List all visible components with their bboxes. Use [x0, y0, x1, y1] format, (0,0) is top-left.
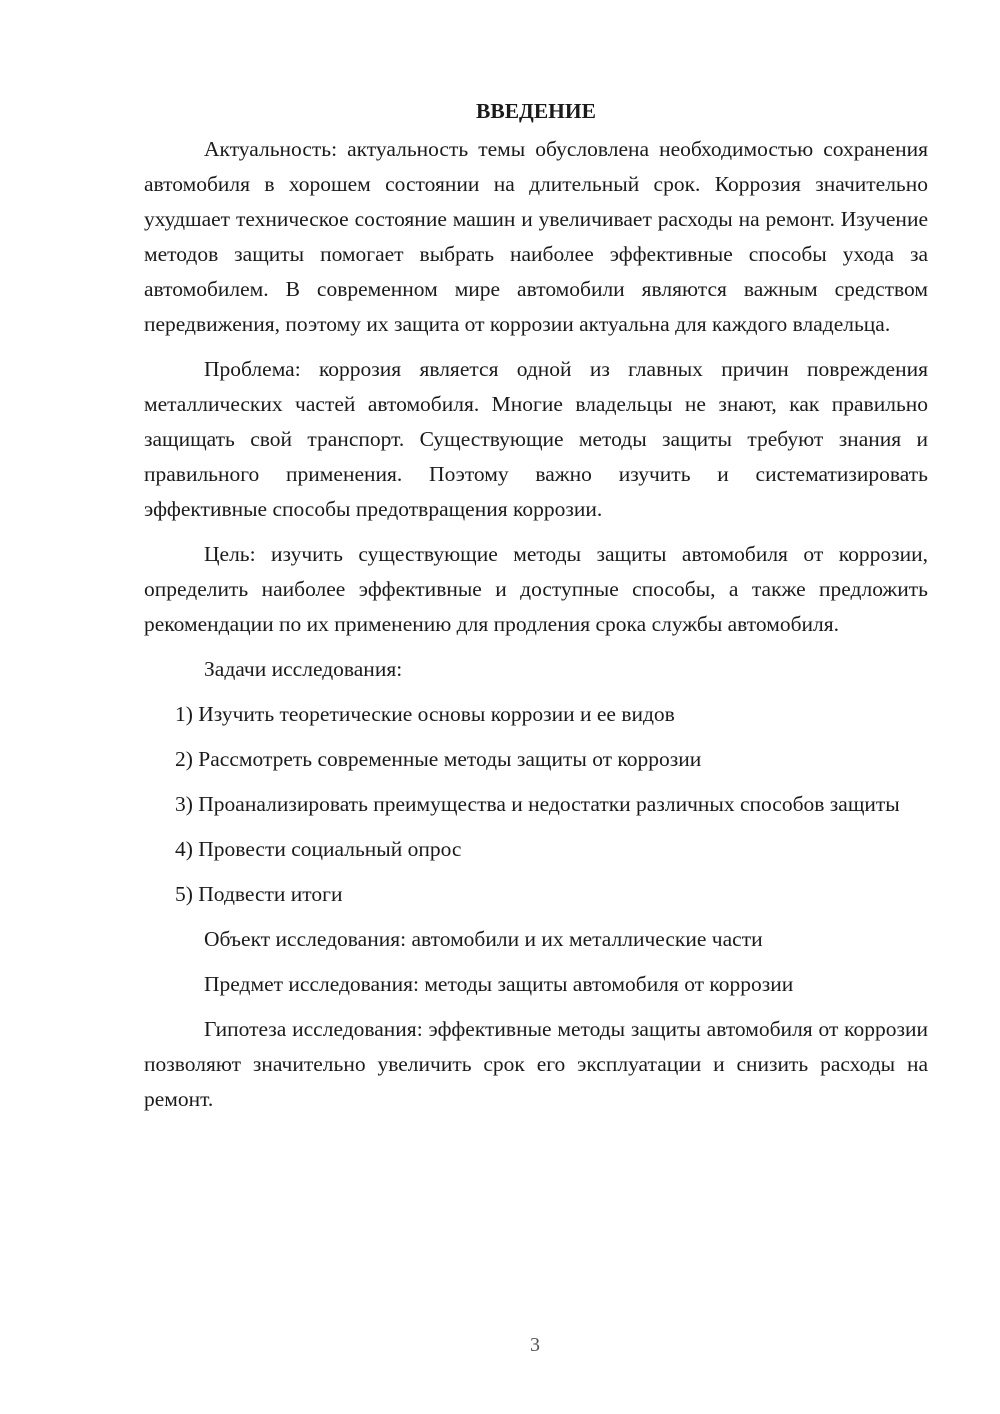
hypothesis-paragraph: Гипотеза исследования: эффективные методы защиты автомобиля от коррозии позволяют значительно увеличить срок его эксплуатации и снизить расходы на ремонт.: [144, 1017, 928, 1111]
relevance-paragraph: Актуальность: актуальность темы обусловлена необходимостью сохранения автомобиля в хорошем состоянии на длительный срок. Коррозия значительно ухудшает техническое состояние машин и увеличивает расходы на ремонт. Изучение методов защиты помогает выбрать наиболее эффективные способы ухода за автомобилем. В современном мире автомобили являются важным средством передвижения, поэтому их защита от коррозии актуальна для каждого владельца.: [144, 137, 928, 336]
page-content: [144, 96, 928, 1127]
section-heading: ВВЕДЕНИЕ: [476, 99, 596, 123]
task-item-5: 5) Подвести итоги: [175, 882, 343, 906]
task-item-1: 1) Изучить теоретические основы коррозии и ее видов: [175, 702, 675, 726]
task-item-3: 3) Проанализировать преимущества и недостатки различных способов защиты: [175, 792, 900, 816]
object-paragraph: Объект исследования: автомобили и их металлические части: [204, 927, 763, 951]
task-item-4: 4) Провести социальный опрос: [175, 837, 462, 861]
tasks-title: Задачи исследования:: [204, 657, 403, 681]
goal-paragraph: Цель: изучить существующие методы защиты автомобиля от коррозии, определить наиболее эффективные и доступные способы, а также предложить рекомендации по их применению для продления срока службы автомобиля.: [144, 542, 928, 636]
page-number: 3: [530, 1334, 540, 1356]
subject-paragraph: Предмет исследования: методы защиты автомобиля от коррозии: [204, 972, 794, 996]
problem-paragraph: Проблема: коррозия является одной из главных причин повреждения металлических частей автомобиля. Многие владельцы не знают, как правильно защищать свой транспорт. Существующие методы защиты требуют знания и правильного применения. Поэтому важно изучить и систематизировать эффективные способы предотвращения коррозии.: [144, 357, 928, 521]
task-item-2: 2) Рассмотреть современные методы защиты от коррозии: [175, 747, 702, 771]
